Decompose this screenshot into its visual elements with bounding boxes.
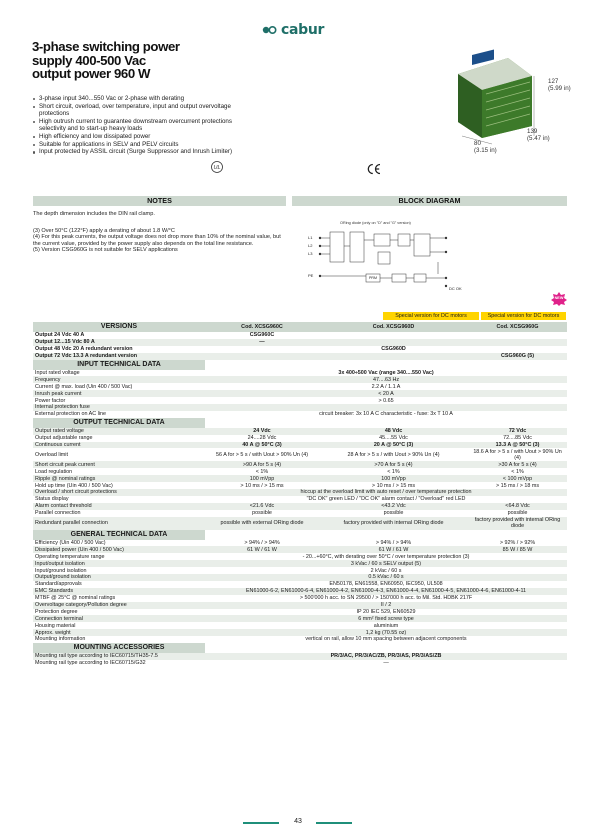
section-header-row xyxy=(33,322,567,332)
row-label: Housing material xyxy=(35,622,76,629)
row-value: aluminium xyxy=(373,622,399,629)
row-label: External protection on AC line xyxy=(35,411,107,418)
dimension-depth xyxy=(527,128,550,142)
row-value: >70 A for 5 s (4) xyxy=(319,461,468,468)
row-value: 2 kVac / 60 s xyxy=(370,567,402,574)
row-label: Overvoltage category/Pollution degree xyxy=(33,602,205,609)
dimension-inch: (5.47 in) xyxy=(527,135,550,142)
row-label: Current @ max. load (Uin 400 / 500 Vac) xyxy=(35,383,133,390)
row-value: 72....85 Vdc xyxy=(503,435,532,442)
row-value: 2.2 A / 1.1 A xyxy=(371,383,401,390)
block-label-l2: L2 xyxy=(308,243,313,248)
table-row xyxy=(33,574,567,581)
row-value: possible xyxy=(252,510,272,517)
row-value: 40 A @ 50°C (3) xyxy=(205,442,319,449)
row-label: MTBF @ 25°C @ nominal ratings xyxy=(35,595,116,602)
row-value: EN61000-6-2, EN61000-6-4, EN61000-4-2, EN61000-4-3, EN61000-4-4, EN61000-4-5, EN61000-4-6, EN61000-4-11 xyxy=(205,588,567,595)
row-value xyxy=(468,346,567,353)
table-row xyxy=(33,404,567,411)
row-label: Inrush peak current xyxy=(33,390,205,397)
table-row xyxy=(33,383,567,390)
row-label: Redundant parallel connection xyxy=(33,517,205,530)
table-row xyxy=(33,482,567,489)
row-label: Internal protection fuse xyxy=(33,404,205,411)
row-value: 24....28 Vdc xyxy=(247,435,277,442)
row-value: 61 W / 61 W xyxy=(319,546,468,553)
table-row xyxy=(33,622,567,629)
row-value xyxy=(205,353,319,360)
row-value: vertical on rail, allow 10 mm spacing between adjacent components xyxy=(305,636,467,643)
row-value: 47....63 Hz xyxy=(205,376,567,383)
row-label: Hold up time (Uin 400 / 500 Vac) xyxy=(35,482,113,489)
brand-logo xyxy=(262,22,342,38)
ul-mark-icon xyxy=(208,160,226,174)
section-title: MOUNTING ACCESSORIES xyxy=(33,643,205,653)
feature-item: Input protected by ASSIL circuit (Surge Suppressor and Inrush Limiter) xyxy=(33,148,233,156)
row-label: Output 12...15 Vdc 80 A xyxy=(33,339,205,346)
row-value: <43.2 Vdc xyxy=(319,503,468,510)
row-label: Input/ground isolation xyxy=(35,567,87,574)
row-value: 100 mVpp xyxy=(319,475,468,482)
section-header-row xyxy=(33,418,567,428)
row-label: Output rated voltage xyxy=(33,428,205,435)
row-label: Protection degree xyxy=(35,608,78,615)
row-value xyxy=(468,339,567,346)
row-value: > 15 ms / > 18 ms xyxy=(495,482,540,489)
row-value: II / 2 xyxy=(205,602,567,609)
row-label: Alarm contact threshold xyxy=(33,503,205,510)
footer-line xyxy=(316,822,352,824)
block-diagram-header: BLOCK DIAGRAM xyxy=(292,196,567,206)
section-title: GENERAL TECHNICAL DATA xyxy=(33,530,205,540)
row-value: > 10 ms / > 15 ms xyxy=(240,482,284,489)
row-label: Mounting information xyxy=(35,636,86,643)
row-label: Overload / short circuit protections xyxy=(33,489,205,496)
table-row xyxy=(33,496,567,503)
table-row xyxy=(33,468,567,475)
row-value: — xyxy=(383,660,389,667)
table-row xyxy=(33,390,567,397)
row-value: EN50178, EN61558, EN60950, IEC950, UL508 xyxy=(329,581,443,588)
row-value: 3 kVac / 60 s SELV output (5) xyxy=(205,560,567,567)
row-value: < 1% xyxy=(255,468,269,475)
row-value: factory provided with internal ORing diode xyxy=(319,517,468,530)
table-row xyxy=(33,510,567,517)
section-title: VERSIONS xyxy=(33,322,205,332)
row-label: Output 48 Vdc 20 A redundant version xyxy=(35,346,133,353)
header-spacer xyxy=(205,418,567,428)
row-value: 18.6 A for > 5 s / with Uout > 90% Un (4) xyxy=(473,448,562,461)
table-row xyxy=(33,553,567,560)
table-row xyxy=(33,581,567,588)
row-label: Efficiency (Uin 400 / 500 Vac) xyxy=(35,539,106,546)
row-label: Status display xyxy=(35,496,69,503)
table-row xyxy=(33,560,567,567)
row-value: IP 20 IEC 529, EN60529 xyxy=(356,608,416,615)
table-row xyxy=(33,332,567,339)
row-value: <64.8 Vdc xyxy=(468,503,567,510)
special-version-label: Special version for DC motors xyxy=(481,312,566,320)
feature-item: High efficiency and low dissipated power xyxy=(33,133,233,141)
row-value: 56 A for > 5 s / with Uout > 90% Un (4) xyxy=(216,451,308,458)
row-label: Output 72 Vdc 13.3 A redundant version xyxy=(33,353,205,360)
table-row xyxy=(33,448,567,461)
table-row xyxy=(33,629,567,636)
feature-item: Suitable for applications in SELV and PELV circuits xyxy=(33,141,233,149)
page-number: 43 xyxy=(294,818,302,825)
row-label: Standard/approvals xyxy=(35,581,82,588)
column-header: Cod. XCSG960G xyxy=(468,322,567,332)
row-value: 0.5 kVac / 60 s xyxy=(205,574,567,581)
table-row xyxy=(33,353,567,360)
row-value: 13.3 A @ 50°C (3) xyxy=(468,442,567,449)
row-value: hiccup at the overload limit with auto reset / over temperature protection xyxy=(205,489,567,496)
table-row xyxy=(33,609,567,616)
title-line: 3-phase switching power xyxy=(32,39,180,54)
table-row xyxy=(33,540,567,547)
row-value: >90 A for 5 s (4) xyxy=(205,461,319,468)
row-label: Overload limit xyxy=(35,451,68,458)
row-label: Power factor xyxy=(35,397,66,404)
row-label: Parallel connection xyxy=(35,510,81,517)
table-row xyxy=(33,489,567,496)
row-value: possible xyxy=(507,510,528,517)
row-label: Mounting rail type according to IEC60715/G32 xyxy=(35,660,146,667)
table-row xyxy=(33,442,567,449)
ce-mark-icon xyxy=(366,163,382,175)
row-label: Ripple @ nominal ratings xyxy=(33,475,205,482)
row-value: CSG960C xyxy=(249,332,275,339)
row-value xyxy=(468,332,567,339)
row-value: > 0.65 xyxy=(378,397,394,404)
dimension-inch: (3.15 in) xyxy=(474,147,497,154)
note-item: (5) Version CSG960G is not suitable for SELV applications xyxy=(33,247,178,254)
row-value: 72 Vdc xyxy=(468,428,567,435)
table-row xyxy=(33,428,567,435)
block-diagram xyxy=(318,218,468,293)
section-header-row xyxy=(33,643,567,653)
footer-line xyxy=(243,822,279,824)
table-row xyxy=(33,370,567,377)
row-value: circuit breaker: 3x 10 A C characteristic - fuse: 3x T 10 A xyxy=(319,411,453,418)
block-label-pe: PE xyxy=(308,273,314,278)
row-value: "DC OK" green LED / "DC OK" alarm contact / "Overload" red LED xyxy=(306,496,466,503)
note-item: (4) For this peak currents, the output voltage does not drop more than 10% of the nominal value, but the current value, provided by the power supply also depends on the total line resistance. xyxy=(33,234,281,247)
table-row xyxy=(33,435,567,442)
row-value: - 20...+60°C, with derating over 50°C / over temperature protection (3) xyxy=(302,553,470,560)
header-spacer xyxy=(205,360,567,370)
dimension-inch: (5.99 in) xyxy=(548,85,571,92)
row-value: factory provided with internal ORing diode xyxy=(468,517,567,530)
block-label-oring: ORing diode (only on "D" and "G" version) xyxy=(340,221,411,225)
feature-item: Short circuit, overload, over temperature, input and output overvoltage protections xyxy=(33,103,233,118)
row-value xyxy=(205,404,567,411)
row-value: PR/3/AC, PR/3/AC/ZB, PR/3/AS, PR/3/AS/ZB xyxy=(205,653,567,660)
notes-body xyxy=(33,211,285,254)
note-item: (3) Over 50°C (122°F) apply a derating of about 1.8 W/°C xyxy=(33,227,175,234)
new-badge-label: NEW xyxy=(554,296,564,300)
cabur-logo-icon xyxy=(262,24,277,36)
row-label: Output adjustable range xyxy=(35,435,93,442)
row-label: EMC Standards xyxy=(33,588,205,595)
table-row xyxy=(33,461,567,468)
table-row xyxy=(33,346,567,353)
row-value: 24 Vdc xyxy=(205,428,319,435)
row-label: Input/output isolation xyxy=(33,560,205,567)
row-value: — xyxy=(205,339,319,346)
table-row xyxy=(33,339,567,346)
row-value: > 10 ms / > 15 ms xyxy=(371,482,416,489)
feature-item: 3-phase input 340...550 Vac or 2-phase with derating xyxy=(33,95,233,103)
dimension-width xyxy=(474,140,497,154)
row-label: Input rated voltage xyxy=(35,369,80,376)
row-value xyxy=(319,339,468,346)
row-value: 85 W / 85 W xyxy=(468,546,567,553)
feature-item: High outrush current to guarantee downstream overcurrent protections selectivity and to start-up heavy loads xyxy=(33,118,233,133)
row-value: < 20 A xyxy=(205,390,567,397)
dimension-height xyxy=(548,78,571,92)
row-value: 48 Vdc xyxy=(319,428,468,435)
table-row xyxy=(33,546,567,553)
page-title xyxy=(32,40,232,81)
row-value: < 100 mVpp xyxy=(468,475,567,482)
dimension-value: 127 xyxy=(548,78,559,85)
table-row xyxy=(33,660,567,667)
row-value: <21.6 Vdc xyxy=(205,503,319,510)
title-line: supply 400-500 Vac xyxy=(32,52,146,68)
table-row xyxy=(33,517,567,530)
dimension-value: 80 xyxy=(474,140,481,147)
row-label: Dissipated power (Uin 400 / 500 Vac) xyxy=(33,546,205,553)
note-item: The depth dimension includes the DIN rail clamp. xyxy=(33,211,155,217)
row-value: > 94% / > 94% xyxy=(375,539,412,546)
notes-header: NOTES xyxy=(33,196,286,206)
table-row xyxy=(33,376,567,383)
row-value: > 500'000 h acc. to SN 29500 / > 150'000 h acc. to Mil. Std. HDBK 217F xyxy=(299,595,473,602)
column-header: Cod. XCSG960C xyxy=(205,322,319,332)
table-row xyxy=(33,653,567,660)
header-spacer xyxy=(205,530,567,540)
row-label: Continuous current xyxy=(33,442,205,449)
table-row xyxy=(33,475,567,482)
block-label-prm: PRM xyxy=(369,276,377,280)
table-row xyxy=(33,411,567,418)
row-value: 28 A for > 5 s / with Uout > 90% Un (4) xyxy=(347,451,440,458)
row-value: 20 A @ 50°C (3) xyxy=(319,442,468,449)
row-value: > 92% / > 92% xyxy=(499,539,536,546)
row-label: Approx. weight xyxy=(33,629,205,636)
table-row xyxy=(33,588,567,595)
row-label: Mounting rail type according to IEC60715/TH35-7.5 xyxy=(33,653,205,660)
row-value: < 1% xyxy=(511,468,524,475)
row-value: >30 A for 5 s (4) xyxy=(468,461,567,468)
row-value: < 1% xyxy=(387,468,400,475)
section-header-row xyxy=(33,530,567,540)
row-label: Frequency xyxy=(33,376,205,383)
feature-list xyxy=(33,95,233,156)
table-row xyxy=(33,397,567,404)
row-label: Output 24 Vdc 40 A xyxy=(35,332,85,339)
row-value: 1,2 kg (70.55 oz) xyxy=(205,629,567,636)
row-value xyxy=(319,332,468,339)
section-header-row xyxy=(33,360,567,370)
row-label: Output/ground isolation xyxy=(33,574,205,581)
row-label: Load regulation xyxy=(35,468,73,475)
header-spacer xyxy=(205,643,567,653)
row-value: CSG960D xyxy=(381,346,406,353)
table-row xyxy=(33,567,567,574)
section-title: OUTPUT TECHNICAL DATA xyxy=(33,418,205,428)
column-header: Cod. XCSG960D xyxy=(319,322,468,332)
row-label: Short circuit peak current xyxy=(33,461,205,468)
table-row xyxy=(33,595,567,602)
block-label-dcok: DC OK xyxy=(449,286,462,291)
table-row xyxy=(33,615,567,622)
row-value: > 94% / > 94% xyxy=(244,539,280,546)
table-row xyxy=(33,503,567,510)
svg-text:UL: UL xyxy=(213,165,221,172)
row-value xyxy=(319,353,468,360)
row-value: 45....55 Vdc xyxy=(379,435,408,442)
table-row xyxy=(33,602,567,609)
title-line: output power 960 W xyxy=(32,66,151,81)
dimension-lines xyxy=(450,44,570,162)
spec-table xyxy=(33,322,567,667)
row-value: CSG960G (5) xyxy=(468,353,567,360)
dimension-value: 139 xyxy=(527,128,538,135)
row-label: Operating temperature range xyxy=(35,553,105,560)
brand-name: cabur xyxy=(281,22,325,38)
row-value: 6 mm² fixed screw type xyxy=(205,615,567,622)
table-row xyxy=(33,636,567,643)
row-value: possible with external ORing diode xyxy=(205,517,319,530)
block-label-l1: L1 xyxy=(308,235,313,240)
special-version-label: Special version for DC motors xyxy=(383,312,479,320)
section-title: INPUT TECHNICAL DATA xyxy=(33,360,205,370)
row-label: Connection terminal xyxy=(33,615,205,622)
block-label-l3: L3 xyxy=(308,251,313,256)
row-value: possible xyxy=(383,510,404,517)
row-value xyxy=(205,346,319,353)
row-value: 100 mVpp xyxy=(205,475,319,482)
row-value: 3x 400÷500 Vac (range 340....550 Vac) xyxy=(338,369,434,376)
row-value: 61 W / 61 W xyxy=(205,546,319,553)
